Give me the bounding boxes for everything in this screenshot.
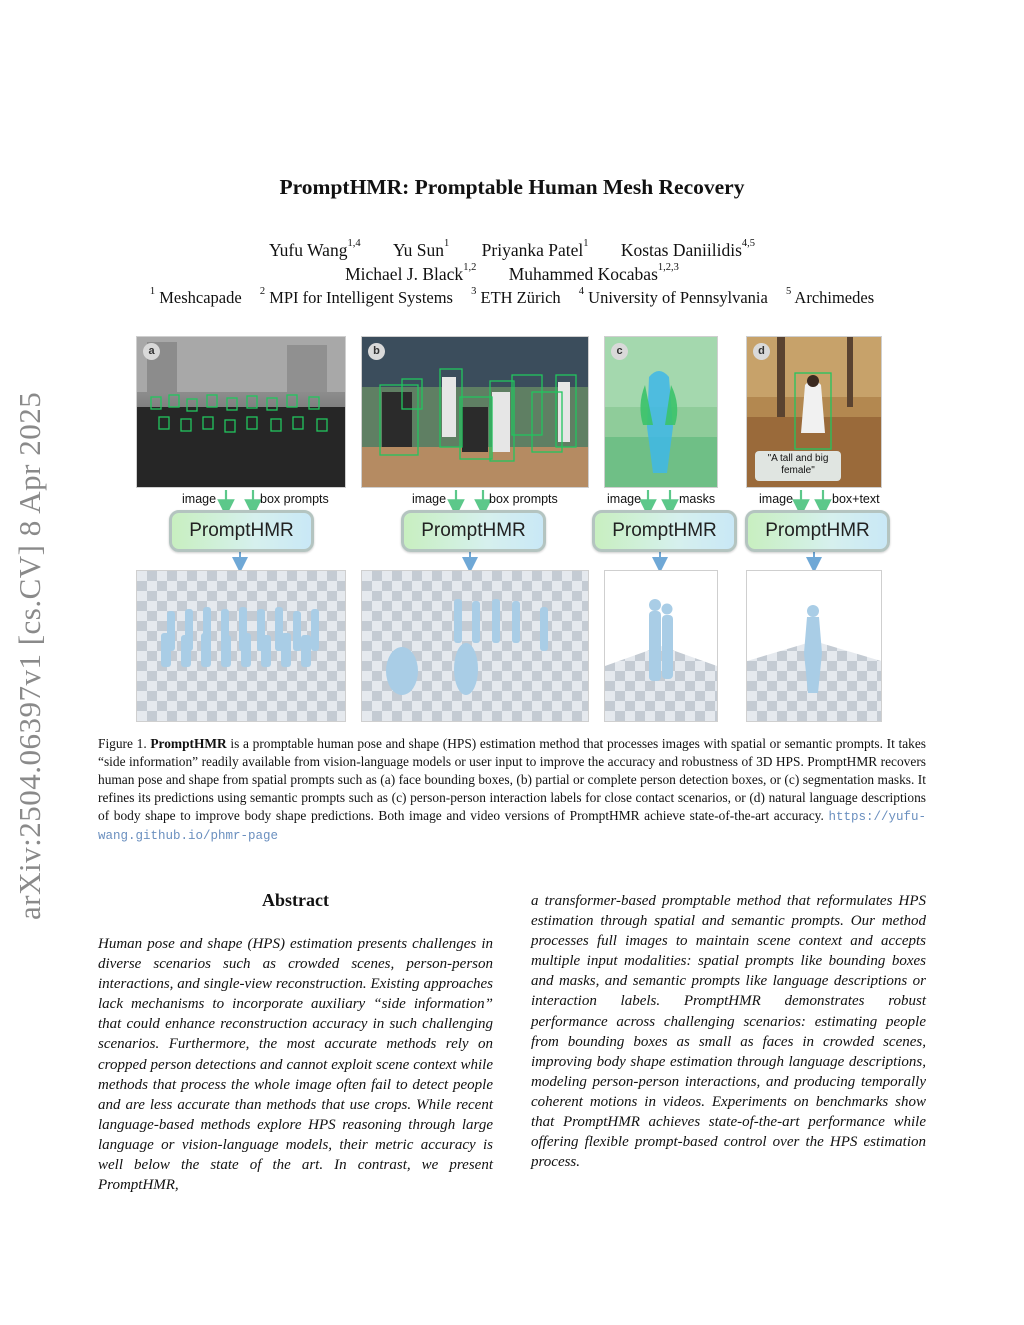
panel-badge: a — [143, 343, 160, 360]
figure-caption — [98, 735, 926, 845]
prompthmr-model-box: PromptHMR — [169, 510, 314, 552]
abstract-left-column: Human pose and shape (HPS) estimation presents challenges in diverse scenarios such as crowded scenes, person-person interactions, and single-view reconstruction. Existing approaches lack mechanisms to incorporate auxiliary “side information” that could enhance reconstruction accuracy in such challenging scenarios. Furthermore, the most accurate methods rely on cropped person detections and cannot exploit scene context while methods that process the whole image often fail to detect people and are less accurate than methods that use crops. While recent language-based methods explore HPS reasoning through large language or vision-language models, their metric accuracy is well below the state of the art. In contrast, we present PromptHMR, — [98, 936, 493, 1194]
affiliation: $^2$ MPI for Intelligent Systems — [259, 286, 453, 307]
author: Muhammed Kocabas$^{1,2,3}$ — [508, 262, 679, 284]
author: Yu Sun$^1$ — [392, 238, 450, 260]
panel-c-mesh-output — [604, 570, 718, 722]
arxiv-identifier: arXiv:2504.06397v1 [cs.CV] 8 Apr 2025 — [12, 391, 47, 920]
paper-title: PromptHMR: Promptable Human Mesh Recovery — [279, 175, 745, 199]
caption-label: Figure 1. — [98, 736, 147, 751]
prompthmr-model-box: PromptHMR — [592, 510, 737, 552]
affiliations — [0, 288, 1024, 308]
panel-badge: c — [611, 343, 628, 360]
panel-badge: d — [753, 343, 770, 360]
input-label-image: image — [412, 492, 447, 506]
authors-row-1 — [0, 240, 1024, 261]
authors-row-2 — [0, 264, 1024, 285]
caption-bold: PromptHMR — [150, 736, 227, 751]
project-url-link[interactable]: https://yufu-wang.github.io/phmr-page — [98, 810, 926, 843]
mesh-crowd-illustration — [137, 571, 345, 721]
input-label-image: image — [607, 492, 642, 506]
author: Yufu Wang$^{1,4}$ — [268, 238, 361, 260]
affiliation: $^3$ ETH Zürich — [471, 286, 561, 307]
caption-text: is a promptable human pose and shape (HPS) estimation method that processes images with spatial or semantic prompts. It takes “side information” readily available from vision-language models or user input to improve the accuracy and robustness of 3D HPS. PromptHMR recovers human pose and shape from spatial prompts such as (a) face bounding boxes, (b) partial or complete person detection boxes, or (c) segmentation masks. It refines its predictions using semantic prompts such as (c) person-person interaction labels for close contact scenarios, or (d) natural language descriptions of body shape to improve body shape predictions. Both image and video versions of PromptHMR achieve state-of-the-art accuracy. — [98, 736, 926, 823]
author: Priyanka Patel$^1$ — [481, 238, 589, 260]
input-label-prompt: box+text — [832, 492, 880, 506]
panel-d-mesh-output — [746, 570, 882, 722]
input-label-prompt: box prompts — [260, 492, 329, 506]
abstract-right-column: a transformer-based promptable method that reformulates HPS estimation through spatial and semantic prompts. Our method processes full images to maintain scene context and accepts multiple input modalities: spatial prompts like bounding boxes and masks, and semantic prompts like language descriptions or interaction labels. PromptHMR demonstrates robust performance across challenging scenarios: estimating people from bounding boxes as small as faces in crowded scenes, improving body shape estimation through language descriptions, modeling person-person interactions, and producing temporally coherent motions in videos. Experiments on benchmarks show that PromptHMR achieves state-of-the-art performance while offering flexible prompt-based control over the HPS estimation process. — [531, 893, 926, 1171]
panel-b-mesh-output — [361, 570, 589, 722]
text-prompt-bubble: "A tall and big female" — [755, 451, 841, 481]
panel-a-mesh-output — [136, 570, 346, 722]
prompthmr-model-box: PromptHMR — [745, 510, 890, 552]
prompthmr-model-box: PromptHMR — [401, 510, 546, 552]
author: Michael J. Black$^{1,2}$ — [345, 262, 477, 284]
input-label-image: image — [182, 492, 217, 506]
panel-badge: b — [368, 343, 385, 360]
author: Kostas Daniilidis$^{4,5}$ — [620, 238, 756, 260]
input-label-image: image — [759, 492, 794, 506]
affiliation: $^4$ University of Pennsylvania — [578, 286, 768, 307]
abstract-heading: Abstract — [262, 890, 329, 910]
affiliation: $^5$ Archimedes — [785, 286, 875, 307]
mesh-hug-illustration — [605, 571, 717, 721]
input-label-prompt: masks — [679, 492, 716, 506]
mesh-baseball-illustration — [362, 571, 588, 721]
affiliation: $^1$ Meshcapade — [149, 286, 242, 307]
figure-1 — [0, 330, 1024, 730]
mesh-female-illustration — [747, 571, 881, 721]
input-label-prompt: box prompts — [489, 492, 558, 506]
